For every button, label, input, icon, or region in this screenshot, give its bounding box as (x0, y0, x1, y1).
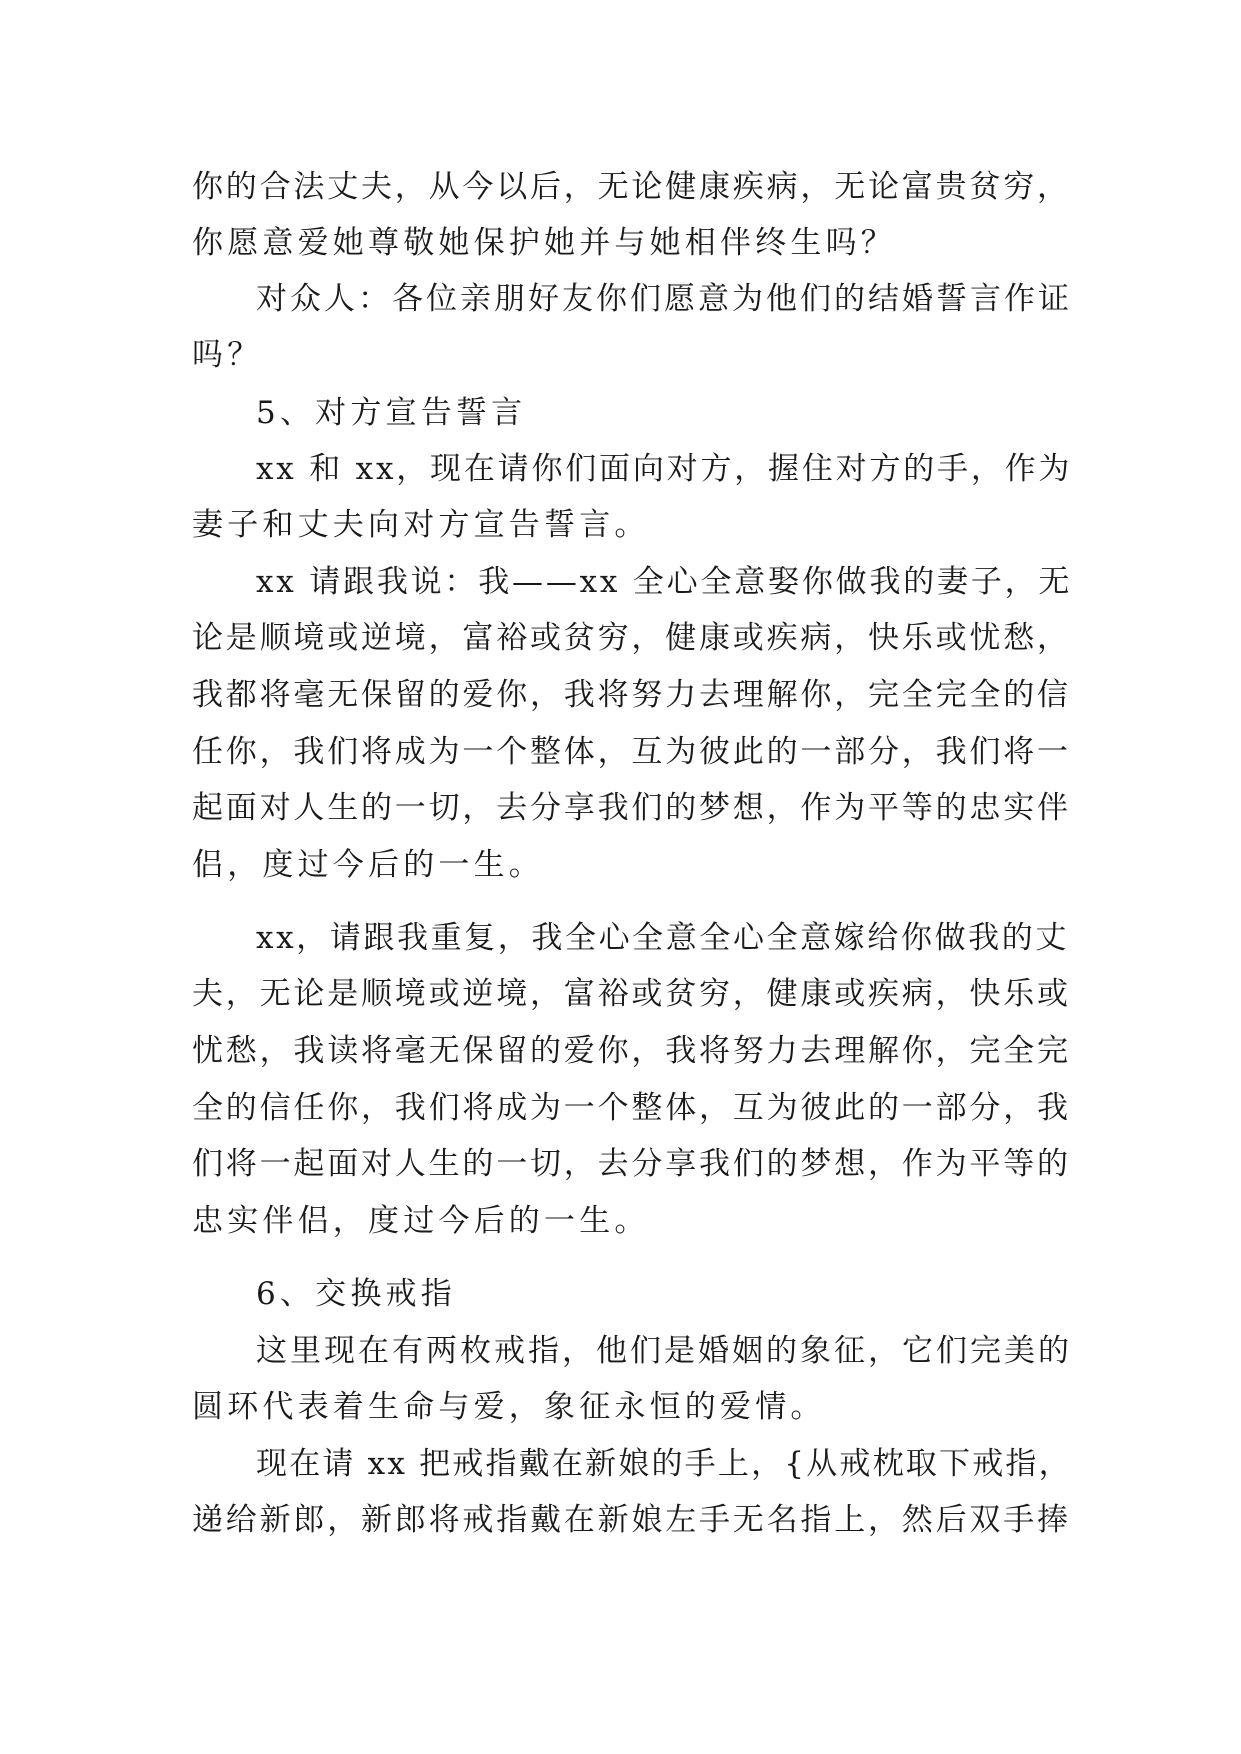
text-line: 忧愁，我读将毫无保留的爱你，我将努力去理解你，完全完 (192, 1033, 1071, 1069)
text-line: 夫，无论是顺境或逆境，富裕或贫穷，健康或疾病，快乐或 (192, 976, 1071, 1012)
text-line: 递给新郎，新郎将戒指戴在新娘左手无名指上，然后双手捧 (192, 1502, 1071, 1538)
text-line: xx，请跟我重复，我全心全意全心全意嫁给你做我的丈 (256, 920, 1069, 956)
text-line: 对众人：各位亲朋好友你们愿意为他们的结婚誓言作证 (256, 281, 1072, 317)
text-line: 妻子和丈夫向对方宣告誓言。 (192, 507, 650, 543)
text-line: 侣，度过今后的一生。 (192, 847, 544, 883)
text-line: 我都将毫无保留的爱你，我将努力去理解你，完全完全的信 (192, 677, 1071, 713)
text-line: 们将一起面对人生的一切，去分享我们的梦想，作为平等的 (192, 1146, 1071, 1182)
text-line: 你的合法丈夫，从今以后，无论健康疾病，无论富贵贫穷， (192, 169, 1071, 205)
text-line: 任你，我们将成为一个整体，互为彼此的一部分，我们将一 (192, 734, 1071, 770)
text-line: xx 和 xx，现在请你们面向对方，握住对方的手，作为 (256, 451, 1073, 487)
text-line: 起面对人生的一切，去分享我们的梦想，作为平等的忠实伴 (192, 790, 1071, 826)
text-line: 现在请 xx 把戒指戴在新娘的手上，{从戒枕取下戒指， (256, 1446, 1072, 1482)
section-heading: 5、对方宣告誓言 (256, 395, 527, 431)
text-line: 全的信任你，我们将成为一个整体，互为彼此的一部分，我 (192, 1090, 1071, 1126)
text-line: 吗？ (192, 337, 263, 373)
text-line: xx 请跟我说：我——xx 全心全意娶你做我的妻子，无 (256, 564, 1073, 600)
text-line: 圆环代表着生命与爱，象征永恒的爱情。 (192, 1389, 826, 1425)
text-line: 这里现在有两枚戒指，他们是婚姻的象征，它们完美的 (256, 1333, 1072, 1369)
text-line: 忠实伴侣，度过今后的一生。 (192, 1203, 650, 1239)
text-line: 论是顺境或逆境，富裕或贫穷，健康或疾病，快乐或忧愁， (192, 620, 1071, 656)
section-heading: 6、交换戒指 (256, 1276, 456, 1312)
text-line: 你愿意爱她尊敬她保护她并与她相伴终生吗？ (192, 225, 896, 261)
